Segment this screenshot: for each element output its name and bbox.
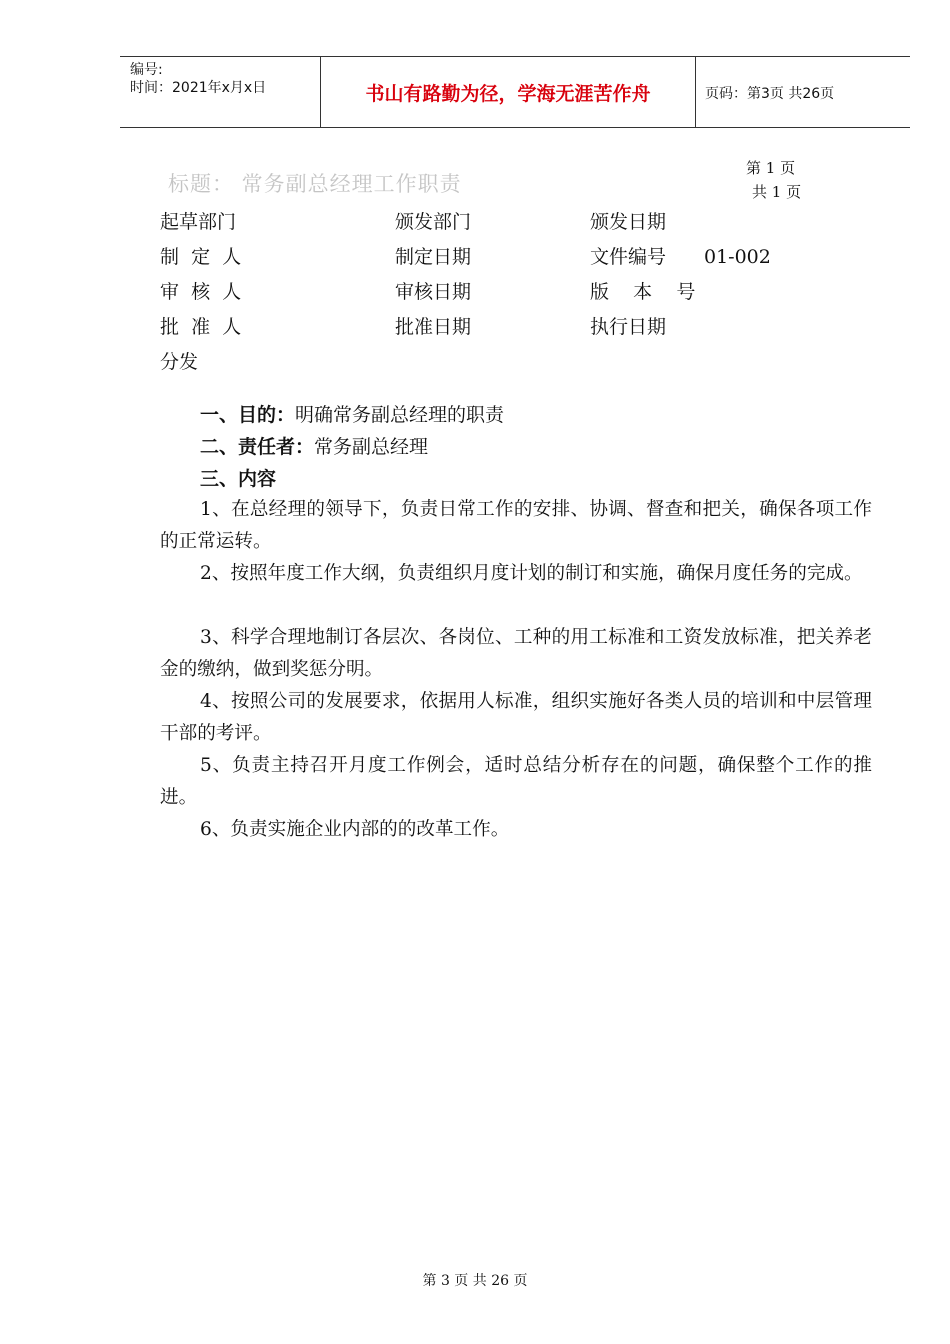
meta-file-no-value: 01-002 (704, 246, 771, 268)
time-label: 时间：2021年x月x日 (130, 80, 267, 96)
section-responsible (200, 435, 428, 459)
meta-drafting-dept: 起草部门 (160, 211, 237, 233)
doc-page-number: 第 1 页 (746, 159, 796, 177)
content-item: 4、按照公司的发展要求，依据用人标准，组织实施好各类人员的培训和中层管理干部的考评。 (160, 691, 872, 744)
header-table (120, 56, 910, 128)
meta-issue-date: 颁发日期 (590, 211, 667, 233)
meta-author: 制 定 人 (160, 246, 242, 268)
meta-distribute: 分发 (160, 351, 199, 373)
meta-approve-date: 批准日期 (395, 316, 472, 338)
motto-text: 书山有路勤为径，学海无涯苦作舟 (365, 83, 651, 105)
doc-title: 标题： 常务副总经理工作职责 (168, 172, 462, 196)
section-purpose-text: 明确常务副总经理的职责 (295, 404, 505, 426)
section-purpose-head: 一、目的： (200, 404, 296, 426)
meta-file-no-label: 文件编号 (590, 246, 667, 268)
meta-version: 版 本 号 (590, 281, 696, 303)
meta-exec-date: 执行日期 (590, 316, 667, 338)
section-content-head: 三、内容 (200, 468, 277, 490)
content-item: 3、科学合理地制订各层次、各岗位、工种的用工标准和工资发放标准，把关养老金的缴纳，做到奖惩分明。 (160, 627, 872, 680)
header-page-cell (695, 57, 910, 127)
page-footer: 第 3 页 共 26 页 (422, 1273, 528, 1289)
content-item: 2、按照年度工作大纲，负责组织月度计划的制订和实施，确保月度任务的完成。 (200, 563, 863, 584)
header-left-cell (120, 57, 320, 127)
section-content (200, 467, 276, 491)
content-item: 1、在总经理的领导下，负责日常工作的安排、协调、督查和把关，确保各项工作的正常运转。 (160, 499, 872, 552)
meta-approver: 批 准 人 (160, 316, 242, 338)
code-label: 编号: (130, 62, 163, 78)
meta-issuing-dept: 颁发部门 (395, 211, 472, 233)
content-item: 5、负责主持召开月度工作例会，适时总结分析存在的问题，确保整个工作的推进。 (160, 755, 872, 808)
meta-review-date: 审核日期 (395, 281, 472, 303)
meta-make-date: 制定日期 (395, 246, 472, 268)
doc-page-total: 共 1 页 (752, 183, 802, 201)
header-motto-cell (320, 57, 696, 127)
section-responsible-text: 常务副总经理 (314, 436, 429, 458)
header-page-info: 页码：第3页 共26页 (705, 86, 835, 102)
section-responsible-head: 二、责任者： (200, 436, 315, 458)
content-item: 6、负责实施企业内部的的改革工作。 (200, 819, 510, 840)
meta-reviewer: 审 核 人 (160, 281, 242, 303)
section-purpose (200, 403, 504, 427)
